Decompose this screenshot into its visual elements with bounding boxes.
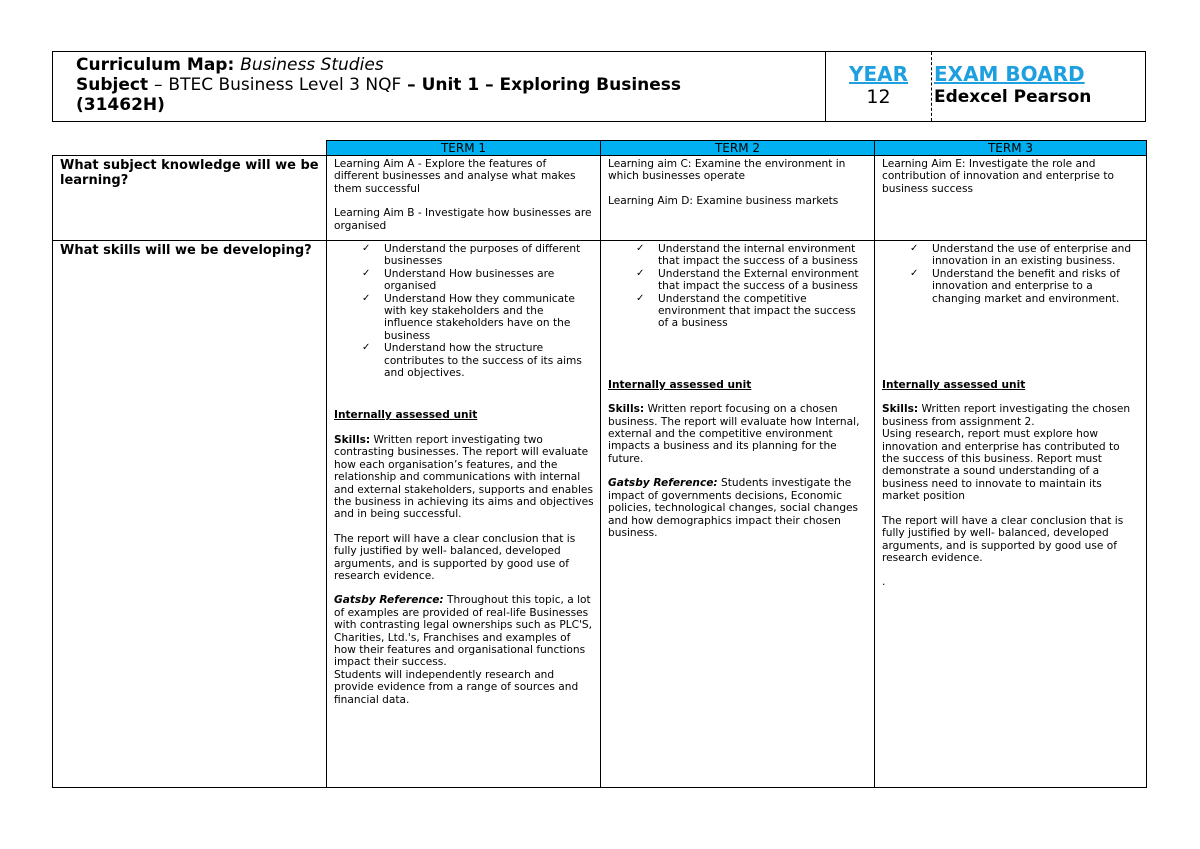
term2-tick-list: [608, 243, 868, 330]
term2-skills-label: Skills:: [608, 403, 645, 416]
curriculum-table: [52, 140, 1147, 788]
term1-learning-aim-a: Learning Aim A - Explore the features of different businesses and analyse what makes them successful: [334, 158, 576, 195]
list-item: ✓ Understand the competitive environment that impact the success of a business: [658, 293, 868, 330]
term-header-row: [53, 141, 1147, 156]
year-block: [826, 52, 932, 121]
subject-label: Subject: [76, 75, 149, 95]
term3-knowledge: [875, 156, 1147, 241]
exam-board-label: EXAM BOARD: [934, 62, 1085, 86]
subject-dash: –: [154, 75, 163, 95]
term-header-2: TERM 2: [601, 141, 875, 156]
term1-gatsby-text2: Students will independently research and provide evidence from a range of sources and financial data.: [334, 668, 579, 706]
term3-conclusion: The report will have a clear conclusion that is fully justified by well- balanced, developed arguments, and is supported by good use of research evidence.: [882, 514, 1124, 564]
list-item: ✓ Understand the internal environment that impact the success of a business: [658, 243, 868, 268]
term1-skills-text: Written report investigating two contrasting businesses. The report will evaluate how each organisation’s features, and the relationship and communications with internal and external stakeholders, supports and enables the business in achieving its aims and objectives and in being successful.: [334, 433, 594, 521]
term-header-1: TERM 1: [327, 141, 601, 156]
term2-learning-aim-d: Learning Aim D: Examine business markets: [608, 194, 839, 207]
title-block: [53, 52, 826, 121]
list-item: ✓ Understand the benefit and risks of innovation and enterprise to a changing market and environment.: [932, 268, 1140, 305]
list-item: ✓ Understand how the structure contributes to the success of its aims and objectives.: [384, 342, 594, 379]
list-item: ✓ Understand the purposes of different businesses: [384, 243, 594, 268]
exam-board-value: Edexcel Pearson: [934, 87, 1092, 107]
title-line: [76, 56, 825, 75]
term1-assessed-heading: Internally assessed unit: [334, 409, 478, 422]
term3-assessed-heading: Internally assessed unit: [882, 379, 1026, 392]
term1-learning-aim-b: Learning Aim B - Investigate how businesses are organised: [334, 207, 592, 232]
skills-question: What skills will we be developing?: [53, 241, 327, 788]
year-value: 12: [866, 86, 891, 108]
year-label: YEAR: [848, 62, 909, 86]
title-prefix: Curriculum Map:: [76, 55, 235, 75]
term2-gatsby-para: [608, 477, 868, 539]
list-item: ✓ Understand the External environment that impact the success of a business: [658, 268, 868, 293]
term2-skills-para: [608, 403, 868, 465]
term3-skills: [875, 241, 1147, 788]
term3-learning-aim-e: Learning Aim E: Investigate the role and contribution of innovation and enterprise to business success: [882, 158, 1115, 195]
term1-gatsby-label: Gatsby Reference:: [334, 594, 444, 607]
header-box: [52, 51, 1146, 122]
term3-skills-text2: Using research, report must explore how innovation and enterprise has contributed to the success of this business. Report must demonstrate a sound understanding of a business need to innovate to maintain its market position: [882, 428, 1120, 503]
subject-code: (31462H): [76, 95, 165, 115]
term2-gatsby-label: Gatsby Reference:: [608, 477, 718, 490]
exam-board-block: [932, 52, 1145, 121]
term2-gatsby-text: Students investigate the impact of governments decisions, Economic policies, technological changes, social changes and how demographics impact their chosen business.: [608, 477, 859, 539]
term1-gatsby-text: Throughout this topic, a lot of examples are provided of real-life Businesses with contrasting legal ownerships such as PLC'S, Charities, Ltd.'s, Franchises and examples of how their features and organisational functions impact their success.: [334, 594, 593, 669]
term3-skills-para: [882, 403, 1140, 428]
subject-line: [76, 75, 825, 115]
blank-header-cell: [53, 141, 327, 156]
term1-knowledge: [327, 156, 601, 241]
list-item: ✓ Understand How businesses are organised: [384, 268, 594, 293]
term-header-3: TERM 3: [875, 141, 1147, 156]
knowledge-row: [53, 156, 1147, 241]
term2-assessed-heading: Internally assessed unit: [608, 378, 752, 391]
term1-conclusion: The report will have a clear conclusion that is fully justified by well- balanced, developed arguments, and is supported by good use of research evidence.: [334, 532, 576, 582]
term2-skills-text: Written report focusing on a chosen business. The report will evaluate how Internal, external and the competitive environment impacts a business and its planning for the future.: [608, 403, 860, 465]
term2-learning-aim-c: Learning aim C: Examine the environment in which businesses operate: [608, 158, 846, 183]
title-subject: Business Studies: [240, 55, 384, 75]
term1-skills-label: Skills:: [334, 433, 371, 446]
term1-tick-list: [334, 243, 594, 379]
skills-row: [53, 241, 1147, 788]
subject-course: BTEC Business Level 3 NQF: [168, 75, 402, 95]
term1-gatsby-para: [334, 594, 594, 668]
term1-skills: [327, 241, 601, 788]
term2-knowledge: [601, 156, 875, 241]
list-item: ✓ Understand the use of enterprise and innovation in an existing business.: [932, 243, 1140, 268]
subject-unit: – Unit 1 – Exploring Business: [407, 75, 682, 95]
term2-skills: [601, 241, 875, 788]
list-item: ✓ Understand How they communicate with key stakeholders and the influence stakeholders have on the business: [384, 293, 594, 343]
term3-skills-label: Skills:: [882, 403, 919, 416]
term3-tick-list: [882, 243, 1140, 305]
term3-skills-text: Written report investigating the chosen business from assignment 2.: [882, 403, 1131, 428]
term1-skills-para: [334, 434, 594, 521]
knowledge-question: What subject knowledge will we be learning?: [53, 156, 327, 241]
term3-trailing-dot: .: [882, 576, 886, 589]
